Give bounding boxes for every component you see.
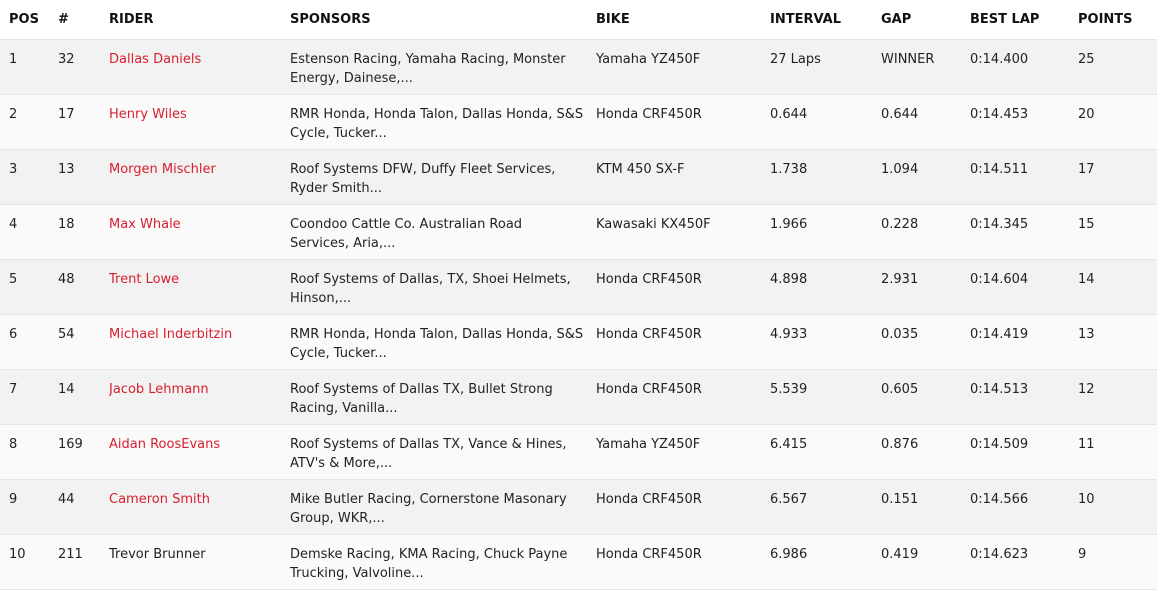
cell-pos-text: 9 xyxy=(9,491,18,507)
header-pos: POS xyxy=(0,0,58,39)
cell-bike xyxy=(596,149,770,204)
cell-best-lap-text: 0:14.419 xyxy=(970,326,1029,342)
cell-best-lap-text: 0:14.400 xyxy=(970,51,1029,67)
cell-pos-text: 2 xyxy=(9,106,18,122)
cell-rider xyxy=(109,424,290,479)
cell-interval-text: 6.415 xyxy=(770,436,808,452)
cell-best-lap xyxy=(970,424,1078,479)
cell-pos-text: 4 xyxy=(9,216,18,232)
cell-pos xyxy=(0,39,58,94)
cell-bike-text: Honda CRF450R xyxy=(596,491,702,507)
cell-interval xyxy=(770,259,881,314)
cell-rider xyxy=(109,204,290,259)
cell-points xyxy=(1078,534,1157,589)
rider-link[interactable]: Cameron Smith xyxy=(109,491,210,507)
table-row xyxy=(0,94,1157,149)
cell-number-text: 44 xyxy=(58,491,75,507)
table-body xyxy=(0,39,1157,589)
cell-best-lap-text: 0:14.604 xyxy=(970,271,1029,287)
cell-gap-text: 0.876 xyxy=(881,436,919,452)
rider-link[interactable]: Morgen Mischler xyxy=(109,161,216,177)
cell-pos xyxy=(0,314,58,369)
cell-best-lap-text: 0:14.511 xyxy=(970,161,1029,177)
cell-bike-text: Honda CRF450R xyxy=(596,106,702,122)
cell-best-lap-text: 0:14.623 xyxy=(970,546,1029,562)
cell-pos xyxy=(0,94,58,149)
cell-points-text: 12 xyxy=(1078,381,1095,397)
cell-points-text: 11 xyxy=(1078,436,1095,452)
cell-pos xyxy=(0,259,58,314)
cell-best-lap xyxy=(970,369,1078,424)
cell-gap-text: 1.094 xyxy=(881,161,919,177)
cell-bike-text: KTM 450 SX-F xyxy=(596,161,685,177)
cell-number-text: 14 xyxy=(58,381,75,397)
cell-sponsors-text: RMR Honda, Honda Talon, Dallas Honda, S&S Cycle, Tucker... xyxy=(290,326,584,361)
cell-gap xyxy=(881,534,970,589)
cell-gap-text: 0.419 xyxy=(881,546,919,562)
rider-link[interactable]: Jacob Lehmann xyxy=(109,381,209,397)
cell-bike xyxy=(596,39,770,94)
cell-points xyxy=(1078,369,1157,424)
cell-rider xyxy=(109,534,290,589)
cell-sponsors-text: Roof Systems of Dallas TX, Vance & Hines, ATV's & More,... xyxy=(290,436,567,471)
table-row xyxy=(0,369,1157,424)
cell-sponsors-text: Estenson Racing, Yamaha Racing, Monster Energy, Dainese,... xyxy=(290,51,566,86)
cell-bike-text: Yamaha YZ450F xyxy=(596,436,701,452)
header-rider: RIDER xyxy=(109,0,290,39)
cell-bike xyxy=(596,369,770,424)
cell-interval xyxy=(770,39,881,94)
cell-gap-text: WINNER xyxy=(881,51,935,67)
cell-rider xyxy=(109,479,290,534)
cell-pos xyxy=(0,424,58,479)
cell-sponsors-text: Roof Systems of Dallas, TX, Shoei Helmets, Hinson,... xyxy=(290,271,571,306)
cell-sponsors xyxy=(290,149,596,204)
cell-points-text: 15 xyxy=(1078,216,1095,232)
cell-gap xyxy=(881,94,970,149)
cell-pos-text: 8 xyxy=(9,436,18,452)
cell-sponsors xyxy=(290,369,596,424)
cell-sponsors-text: Roof Systems of Dallas TX, Bullet Strong Racing, Vanilla... xyxy=(290,381,553,416)
header-gap: GAP xyxy=(881,0,970,39)
cell-points xyxy=(1078,259,1157,314)
cell-bike-text: Honda CRF450R xyxy=(596,546,702,562)
cell-points xyxy=(1078,149,1157,204)
cell-number-text: 48 xyxy=(58,271,75,287)
cell-interval xyxy=(770,424,881,479)
cell-points-text: 14 xyxy=(1078,271,1095,287)
cell-interval xyxy=(770,314,881,369)
header-sponsors: SPONSORS xyxy=(290,0,596,39)
cell-number xyxy=(58,149,109,204)
header-interval: INTERVAL xyxy=(770,0,881,39)
table-header xyxy=(0,0,1157,39)
cell-points xyxy=(1078,39,1157,94)
cell-interval xyxy=(770,369,881,424)
table-row xyxy=(0,534,1157,589)
cell-points xyxy=(1078,94,1157,149)
rider-name: Trevor Brunner xyxy=(109,546,206,562)
cell-gap-text: 0.228 xyxy=(881,216,919,232)
cell-pos-text: 7 xyxy=(9,381,18,397)
header-row xyxy=(0,0,1157,39)
cell-gap xyxy=(881,204,970,259)
cell-number xyxy=(58,369,109,424)
table-row xyxy=(0,424,1157,479)
cell-bike-text: Kawasaki KX450F xyxy=(596,216,711,232)
cell-gap-text: 2.931 xyxy=(881,271,919,287)
cell-interval-text: 4.933 xyxy=(770,326,808,342)
cell-pos xyxy=(0,479,58,534)
cell-best-lap xyxy=(970,39,1078,94)
cell-best-lap xyxy=(970,479,1078,534)
cell-points xyxy=(1078,424,1157,479)
cell-bike xyxy=(596,204,770,259)
cell-interval-text: 4.898 xyxy=(770,271,808,287)
cell-sponsors xyxy=(290,259,596,314)
cell-best-lap xyxy=(970,534,1078,589)
cell-bike xyxy=(596,94,770,149)
table-row xyxy=(0,39,1157,94)
cell-sponsors xyxy=(290,534,596,589)
cell-sponsors-text: Demske Racing, KMA Racing, Chuck Payne Trucking, Valvoline... xyxy=(290,546,568,581)
cell-points-text: 13 xyxy=(1078,326,1095,342)
cell-pos-text: 5 xyxy=(9,271,18,287)
cell-points xyxy=(1078,204,1157,259)
cell-bike-text: Yamaha YZ450F xyxy=(596,51,701,67)
rider-link[interactable]: Aidan RoosEvans xyxy=(109,436,221,452)
cell-sponsors xyxy=(290,479,596,534)
cell-gap-text: 0.605 xyxy=(881,381,919,397)
rider-link[interactable]: Dallas Daniels xyxy=(109,51,202,67)
cell-best-lap-text: 0:14.566 xyxy=(970,491,1029,507)
cell-number xyxy=(58,39,109,94)
cell-best-lap-text: 0:14.513 xyxy=(970,381,1029,397)
cell-pos xyxy=(0,369,58,424)
cell-number-text: 18 xyxy=(58,216,75,232)
cell-bike-text: Honda CRF450R xyxy=(596,381,702,397)
cell-number xyxy=(58,424,109,479)
cell-bike xyxy=(596,424,770,479)
cell-number xyxy=(58,204,109,259)
cell-number-text: 13 xyxy=(58,161,75,177)
rider-link[interactable]: Michael Inderbitzin xyxy=(109,326,233,342)
cell-points-text: 20 xyxy=(1078,106,1095,122)
cell-gap xyxy=(881,479,970,534)
cell-points-text: 10 xyxy=(1078,491,1095,507)
cell-bike-text: Honda CRF450R xyxy=(596,326,702,342)
rider-link[interactable]: Trent Lowe xyxy=(109,271,180,287)
cell-points xyxy=(1078,479,1157,534)
cell-interval-text: 1.966 xyxy=(770,216,808,232)
cell-sponsors xyxy=(290,314,596,369)
cell-sponsors-text: Roof Systems DFW, Duffy Fleet Services, Ryder Smith... xyxy=(290,161,556,196)
cell-pos xyxy=(0,534,58,589)
cell-number xyxy=(58,94,109,149)
cell-sponsors xyxy=(290,204,596,259)
cell-interval-text: 1.738 xyxy=(770,161,808,177)
cell-rider xyxy=(109,314,290,369)
cell-best-lap xyxy=(970,314,1078,369)
rider-link[interactable]: Max Whale xyxy=(109,216,181,232)
cell-bike xyxy=(596,479,770,534)
cell-number-text: 169 xyxy=(58,436,83,452)
cell-number-text: 54 xyxy=(58,326,75,342)
cell-interval-text: 6.567 xyxy=(770,491,808,507)
cell-best-lap xyxy=(970,259,1078,314)
cell-bike xyxy=(596,534,770,589)
cell-points-text: 9 xyxy=(1078,546,1087,562)
cell-rider xyxy=(109,39,290,94)
cell-points-text: 17 xyxy=(1078,161,1095,177)
table-row xyxy=(0,204,1157,259)
cell-points-text: 25 xyxy=(1078,51,1095,67)
header-bike: BIKE xyxy=(596,0,770,39)
table-row xyxy=(0,314,1157,369)
cell-gap xyxy=(881,39,970,94)
cell-interval xyxy=(770,149,881,204)
cell-pos-text: 10 xyxy=(9,546,26,562)
cell-interval xyxy=(770,534,881,589)
cell-bike xyxy=(596,259,770,314)
cell-pos-text: 3 xyxy=(9,161,18,177)
cell-number-text: 17 xyxy=(58,106,75,122)
cell-gap xyxy=(881,369,970,424)
cell-best-lap-text: 0:14.509 xyxy=(970,436,1029,452)
cell-number xyxy=(58,259,109,314)
cell-number xyxy=(58,534,109,589)
cell-best-lap xyxy=(970,149,1078,204)
cell-bike-text: Honda CRF450R xyxy=(596,271,702,287)
cell-gap xyxy=(881,424,970,479)
cell-number xyxy=(58,314,109,369)
cell-pos xyxy=(0,149,58,204)
cell-number-text: 32 xyxy=(58,51,75,67)
rider-link[interactable]: Henry Wiles xyxy=(109,106,187,122)
cell-rider xyxy=(109,259,290,314)
table-row xyxy=(0,259,1157,314)
cell-rider xyxy=(109,94,290,149)
cell-gap xyxy=(881,149,970,204)
cell-interval xyxy=(770,479,881,534)
header-best-lap: BEST LAP xyxy=(970,0,1078,39)
cell-gap xyxy=(881,314,970,369)
cell-best-lap xyxy=(970,94,1078,149)
cell-best-lap xyxy=(970,204,1078,259)
cell-bike xyxy=(596,314,770,369)
cell-gap-text: 0.644 xyxy=(881,106,919,122)
table-row xyxy=(0,479,1157,534)
cell-best-lap-text: 0:14.345 xyxy=(970,216,1029,232)
cell-number xyxy=(58,479,109,534)
cell-sponsors-text: RMR Honda, Honda Talon, Dallas Honda, S&S Cycle, Tucker... xyxy=(290,106,584,141)
cell-interval-text: 0.644 xyxy=(770,106,808,122)
cell-interval xyxy=(770,94,881,149)
cell-sponsors-text: Coondoo Cattle Co. Australian Road Services, Aria,... xyxy=(290,216,523,251)
cell-rider xyxy=(109,369,290,424)
cell-pos-text: 1 xyxy=(9,51,18,67)
cell-sponsors xyxy=(290,39,596,94)
cell-gap-text: 0.151 xyxy=(881,491,919,507)
cell-sponsors xyxy=(290,94,596,149)
cell-gap-text: 0.035 xyxy=(881,326,919,342)
cell-pos xyxy=(0,204,58,259)
cell-pos-text: 6 xyxy=(9,326,18,342)
cell-interval xyxy=(770,204,881,259)
table-row xyxy=(0,149,1157,204)
cell-sponsors xyxy=(290,424,596,479)
cell-interval-text: 5.539 xyxy=(770,381,808,397)
cell-number-text: 211 xyxy=(58,546,83,562)
header-number: # xyxy=(58,0,109,39)
cell-best-lap-text: 0:14.453 xyxy=(970,106,1029,122)
cell-interval-text: 6.986 xyxy=(770,546,808,562)
cell-points xyxy=(1078,314,1157,369)
cell-rider xyxy=(109,149,290,204)
header-points: POINTS xyxy=(1078,0,1157,39)
cell-gap xyxy=(881,259,970,314)
cell-interval-text: 27 Laps xyxy=(770,51,821,67)
cell-sponsors-text: Mike Butler Racing, Cornerstone Masonary Group, WKR,... xyxy=(290,491,567,526)
